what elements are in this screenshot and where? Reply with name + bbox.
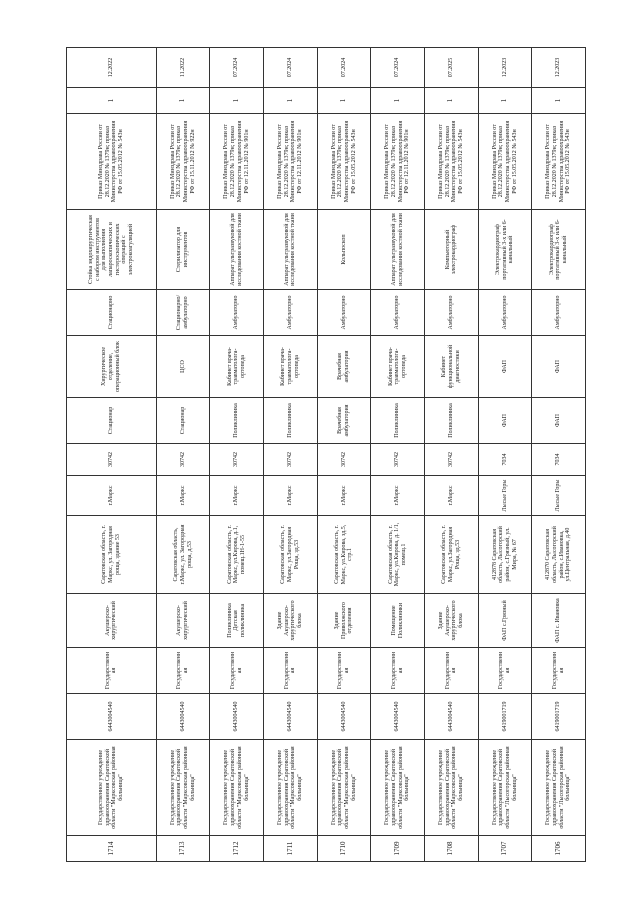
cell-name: ФАП с.Грязный	[478, 594, 532, 648]
cell-date: 11.2022	[156, 48, 210, 88]
cell-equipment: Стойка эндохирургическая с набором инструментов для выполнения лапароскопических и гистероскопических операций с электрокоагуляцией	[67, 210, 157, 290]
cell-order: Приказ Минздрава России от 28.12.2020 № 1379н; приказ Министерства здравоохранения РФ от 12.11.2012 № 901н	[264, 114, 318, 210]
cell-id: 1713	[156, 836, 210, 862]
cell-type: Стационар	[156, 398, 210, 444]
cell-org: Государственное учреждение здравоохранения Саратовской области "Марксовская районная больница"	[371, 740, 425, 836]
cell-inn: 6443004540	[317, 694, 371, 740]
cell-qty: 1	[425, 88, 479, 114]
cell-unit: ФАП	[478, 336, 532, 398]
cell-type: ФАП	[532, 398, 586, 444]
cell-locality: г.Маркс	[317, 476, 371, 516]
cell-code: 30742	[67, 444, 157, 476]
table-row	[264, 48, 318, 862]
cell-type: Поликлиника	[371, 398, 425, 444]
cell-address: Саратовская область, г.Маркс, ул. Загородная роща, д.53	[156, 516, 210, 594]
cell-unit: ФАП	[532, 336, 586, 398]
cell-address: 412878 Саратовская область, Лысогорский район, с.Грязный, ул. Мира, № 67	[478, 516, 532, 594]
cell-ownership: Государственная	[532, 648, 586, 694]
cell-care: Амбулаторно	[478, 290, 532, 336]
cell-inn: 6443004540	[156, 694, 210, 740]
cell-equipment: Компьютерный электрокардиограф	[425, 210, 479, 290]
cell-ownership: Государственная	[317, 648, 371, 694]
cell-care: Амбулаторно	[264, 290, 318, 336]
cell-id: 1711	[264, 836, 318, 862]
cell-date: 07.2024	[317, 48, 371, 88]
cell-qty: 1	[264, 88, 318, 114]
cell-equipment: Аппарат ультразвуковой для исследования костной ткани	[210, 210, 264, 290]
cell-date: 07.2025	[425, 48, 479, 88]
cell-name: Акушерско-хирургический	[156, 594, 210, 648]
cell-date: 12.2023	[478, 48, 532, 88]
cell-code: 30742	[156, 444, 210, 476]
cell-care: Стационарно/амбулаторно	[156, 290, 210, 336]
cell-inn: 6443004540	[425, 694, 479, 740]
table-row	[425, 48, 479, 862]
cell-locality: г.Маркс	[371, 476, 425, 516]
cell-id: 1707	[478, 836, 532, 862]
cell-care: Амбулаторно	[425, 290, 479, 336]
cell-ownership: Государственная	[210, 648, 264, 694]
equipment-register-table	[66, 47, 586, 862]
cell-code: 7034	[478, 444, 532, 476]
cell-type: Поликлиника	[210, 398, 264, 444]
cell-equipment: Кольпоскоп	[317, 210, 371, 290]
cell-order: Приказ Минздрава России от 28.12.2020 № 1379н; приказ Министерства здравоохранения РФ от 15.05.2012 № 543н	[478, 114, 532, 210]
cell-address: Саратовская область, г. Маркс, ул.Кирова, д.1, помещ.1Н-1-55	[210, 516, 264, 594]
table-row	[371, 48, 425, 862]
cell-name: Здание Акушерско-хирургического блока	[425, 594, 479, 648]
cell-type: Поликлиника	[425, 398, 479, 444]
cell-locality: г.Маркс	[425, 476, 479, 516]
cell-qty: 1	[478, 88, 532, 114]
cell-ownership: Государственная	[264, 648, 318, 694]
rotated-table-wrapper	[66, 57, 586, 862]
cell-order: Приказ Минздрава России от 28.12.2020 № 1379н; приказ Министерства здравоохранения РФ от 15.05.2012 № 543н	[317, 114, 371, 210]
cell-equipment: Стерилизатор для инструментов	[156, 210, 210, 290]
cell-org: Государственное учреждение здравоохранения Саратовской области "Марксовская районная больница"	[156, 740, 210, 836]
cell-code: 7034	[532, 444, 586, 476]
cell-qty: 1	[210, 88, 264, 114]
cell-org: Государственное учреждение здравоохранения Саратовской области "Лысогорская районная больница"	[478, 740, 532, 836]
table-row	[478, 48, 532, 862]
cell-type: Поликлиника	[264, 398, 318, 444]
cell-type: Стационар	[67, 398, 157, 444]
cell-type: ФАП	[478, 398, 532, 444]
cell-ownership: Государственная	[371, 648, 425, 694]
cell-code: 30742	[371, 444, 425, 476]
cell-care: Амбулаторно	[317, 290, 371, 336]
cell-ownership: Государственная	[156, 648, 210, 694]
cell-address: 412870 Саратовская область, Лысогорский район, с.Ивановка, ул.Центральная, д.40	[532, 516, 586, 594]
cell-inn: 6443004540	[264, 694, 318, 740]
cell-care: Амбулаторно	[532, 290, 586, 336]
cell-id: 1712	[210, 836, 264, 862]
table-row	[67, 48, 157, 862]
cell-equipment: Электрокардиограф портативный 3-х или 6-канальный	[478, 210, 532, 290]
cell-equipment: Аппарат ультразвуковой для исследования костной ткани	[371, 210, 425, 290]
cell-org: Государственное учреждение здравоохранения Саратовской области "Марксовская районная больница"	[425, 740, 479, 836]
cell-org: Государственное учреждение здравоохранения Саратовской области "Марксовская районная больница"	[67, 740, 157, 836]
cell-locality: г.Маркс	[67, 476, 157, 516]
cell-care: Амбулаторно	[210, 290, 264, 336]
cell-locality: Лысые Горы	[478, 476, 532, 516]
cell-org: Государственное учреждение здравоохранения Саратовской области "Марксовская районная больница"	[264, 740, 318, 836]
cell-org: Государственное учреждение здравоохранения Саратовской области "Марксовская районная больница"	[210, 740, 264, 836]
cell-order: Приказ Минздрава России от 28.12.2020 № 1379н; приказ Министерства здравоохранения РФ от 15.05.2012 № 543н	[425, 114, 479, 210]
cell-locality: г.Маркс	[210, 476, 264, 516]
cell-unit: ЦСО	[156, 336, 210, 398]
table-row	[532, 48, 586, 862]
cell-date: 07.2024	[371, 48, 425, 88]
cell-address: Саратовская область, г. Маркс, ул. Загородная роща, здание 53	[67, 516, 157, 594]
cell-name: ФАП с. Ивановка	[532, 594, 586, 648]
cell-code: 30742	[317, 444, 371, 476]
cell-qty: 1	[67, 88, 157, 114]
cell-name: Акушерско-хирургический	[67, 594, 157, 648]
table-row	[317, 48, 371, 862]
cell-locality: г.Маркс	[264, 476, 318, 516]
cell-address: Саратовская область, г. Маркс, ул.Загородная Роща, зд.53	[264, 516, 318, 594]
cell-equipment: Аппарат ультразвуковой для исследования костной ткани	[264, 210, 318, 290]
cell-address: Саратовская область, г. Маркс, ул.Кирова, д. 1/1, помещ.1	[371, 516, 425, 594]
cell-care: Стационарно	[67, 290, 157, 336]
cell-order: Приказ Минздрава России от 28.12.2020 № 1379н; приказ Министерства здравоохранения РФ от 12.11.2012 № 901н	[371, 114, 425, 210]
cell-order: Приказ Минздрава России от 28.12.2020 № 1379н; приказ Министерства здравоохранения РФ от 12.11.2012 № 901н	[210, 114, 264, 210]
cell-date: 07.2024	[210, 48, 264, 88]
cell-type: Врачебная амбулатория	[317, 398, 371, 444]
table-row	[156, 48, 210, 862]
cell-inn: 6443004540	[67, 694, 157, 740]
cell-unit: Кабинет функциональной диагностики	[425, 336, 479, 398]
cell-id: 1706	[532, 836, 586, 862]
cell-name: Помещение Поликлиники	[371, 594, 425, 648]
cell-id: 1710	[317, 836, 371, 862]
cell-name: Поликлиника Детская поликлиника	[210, 594, 264, 648]
cell-care: Амбулаторно	[371, 290, 425, 336]
cell-order: Приказ Минздрава России от 28.12.2020 № 1379н; приказ Министерства здравоохранения РФ от 15.11.2012 № 922н	[156, 114, 210, 210]
cell-address: Саратовская область, г. Маркс, ул.Загородная Роща, зд.53	[425, 516, 479, 594]
cell-ownership: Государственная	[67, 648, 157, 694]
cell-date: 07.2024	[264, 48, 318, 88]
cell-code: 30742	[264, 444, 318, 476]
cell-code: 30742	[210, 444, 264, 476]
cell-order: Приказ Минздрава России от 28.12.2020 № 1379н; приказ Министерства здравоохранения РФ от 15.05.2012 № 543н	[67, 114, 157, 210]
cell-ownership: Государственная	[425, 648, 479, 694]
cell-qty: 1	[371, 88, 425, 114]
cell-inn: 6443004540	[371, 694, 425, 740]
cell-unit: Кабинет врача-травматолога-ортопеда	[264, 336, 318, 398]
cell-inn: 6419001719	[532, 694, 586, 740]
cell-qty: 1	[317, 88, 371, 114]
cell-unit: Хирургическое отделение, операционный блок	[67, 336, 157, 398]
table-body	[67, 48, 586, 862]
cell-org: Государственное учреждение здравоохранения Саратовской области "Лысогорская районная больница"	[532, 740, 586, 836]
cell-unit: Кабинет врача-травматолога-ортопеда	[210, 336, 264, 398]
cell-name: Здание Акушерско-хирургического блока	[264, 594, 318, 648]
cell-order: Приказ Минздрава России от 28.12.2020 № 1379н; приказ Министерства здравоохранения РФ от 15.05.2012 № 543н	[532, 114, 586, 210]
cell-id: 1714	[67, 836, 157, 862]
cell-equipment: Электрокардиограф портативный 3-х или 6-канальный	[532, 210, 586, 290]
cell-unit: Кабинет врача-травматолога-ортопеда	[371, 336, 425, 398]
cell-name: Здание Приволжского отделения	[317, 594, 371, 648]
cell-id: 1708	[425, 836, 479, 862]
cell-qty: 1	[156, 88, 210, 114]
cell-date: 12.2023	[532, 48, 586, 88]
cell-org: Государственное учреждение здравоохранения Саратовской области "Марксовская районная больница"	[317, 740, 371, 836]
cell-inn: 6443004540	[210, 694, 264, 740]
cell-id: 1709	[371, 836, 425, 862]
cell-address: Саратовская область, г. Маркс, ул.Кирова, зд.5, стр.1	[317, 516, 371, 594]
table-row	[210, 48, 264, 862]
cell-qty: 1	[532, 88, 586, 114]
cell-code: 30742	[425, 444, 479, 476]
cell-unit: Врачебная амбулатория	[317, 336, 371, 398]
cell-ownership: Государственная	[478, 648, 532, 694]
cell-date: 12.2022	[67, 48, 157, 88]
cell-locality: Лысые Горы	[532, 476, 586, 516]
cell-inn: 6419001719	[478, 694, 532, 740]
cell-locality: г.Маркс	[156, 476, 210, 516]
